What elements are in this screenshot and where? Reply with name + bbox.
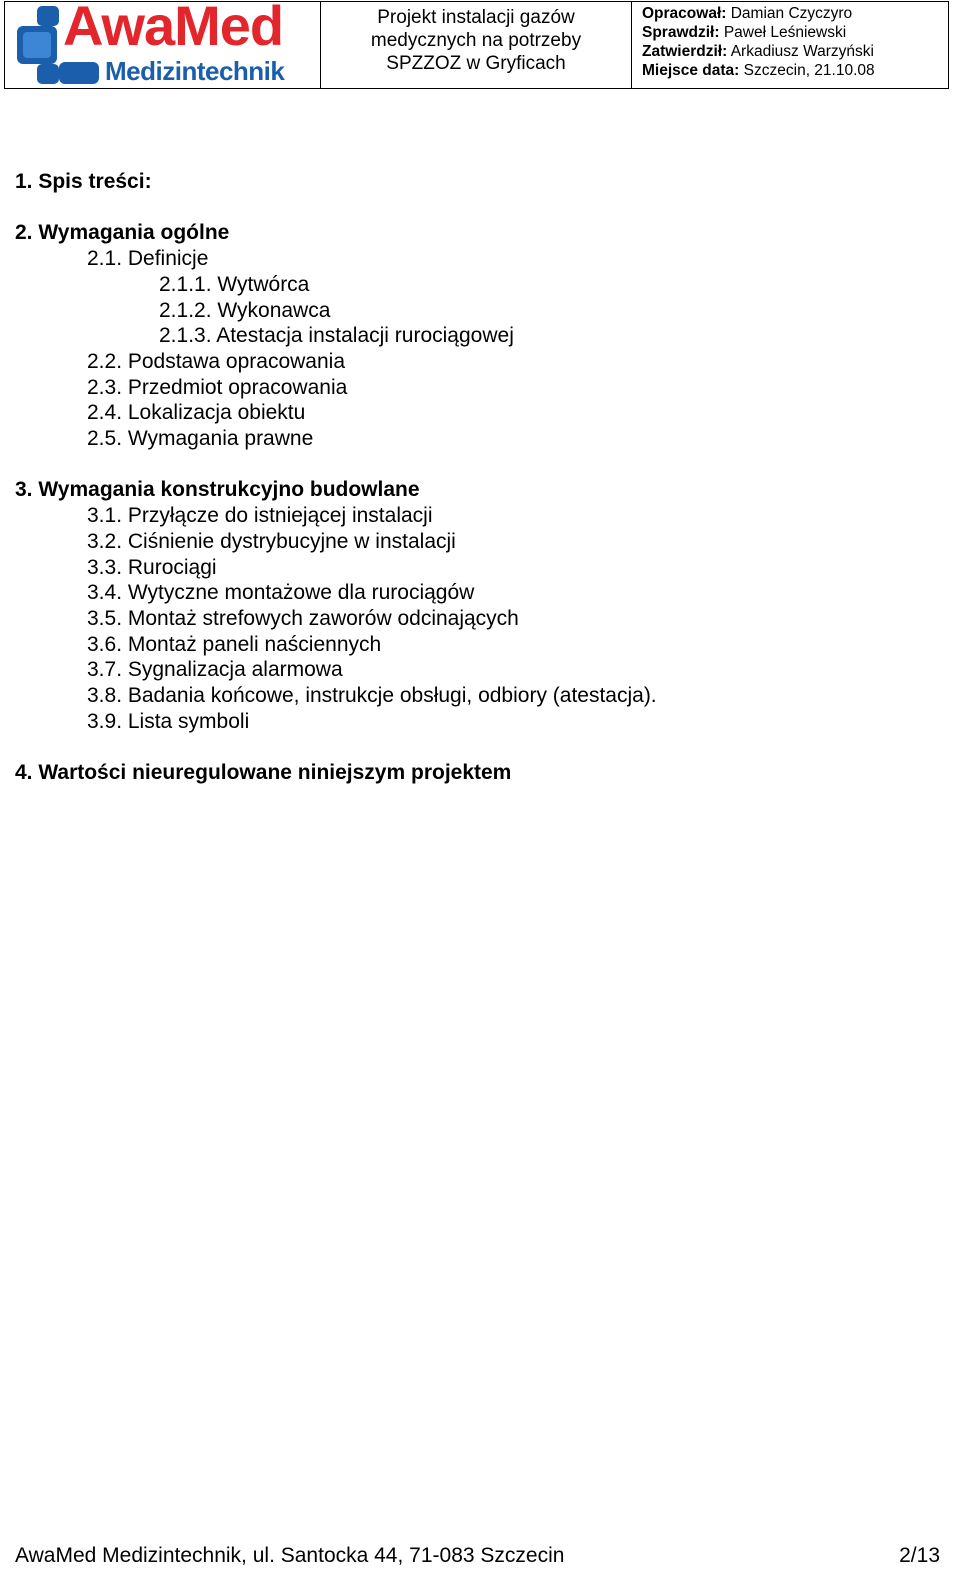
- toc-spacer: [15, 195, 657, 221]
- project-title: [320, 2, 631, 88]
- toc-section-heading: 1. Spis treści:: [15, 170, 152, 193]
- toc-section-heading: 4. Wartości nieuregulowane niniejszym projektem: [15, 761, 512, 785]
- page-number: 2/13: [899, 1544, 940, 1567]
- toc-entry: 3.3. Rurociągi: [87, 555, 217, 579]
- table-of-contents: [15, 169, 657, 786]
- document-meta: [631, 2, 948, 88]
- toc-entry: 3.9. Lista symboli: [87, 709, 250, 733]
- meta-label: Zatwierdził:: [642, 43, 728, 60]
- toc-section-heading: 2. Wymagania ogólne: [15, 221, 230, 245]
- toc-entry: 2.1.1. Wytwórca: [159, 272, 310, 296]
- page-footer: [15, 1544, 940, 1568]
- toc-spacer: [15, 452, 657, 478]
- page-header: [4, 1, 949, 89]
- toc-entry: 2.1.3. Atestacja instalacji rurociągowej: [159, 324, 514, 348]
- logo-sub-text: Medizintechnik: [105, 56, 285, 86]
- toc-entry: 3.1. Przyłącze do istniejącej instalacji: [87, 504, 433, 528]
- meta-place-date: [642, 61, 948, 80]
- project-title-line: Projekt instalacji gazów: [377, 7, 575, 28]
- toc-entry: 3.4. Wytyczne montażowe dla rurociągów: [87, 581, 475, 605]
- toc-section-heading: 3. Wymagania konstrukcyjno budowlane: [15, 478, 420, 502]
- meta-label: Opracował:: [642, 5, 727, 22]
- toc-entry: 2.2. Podstawa opracowania: [87, 349, 345, 373]
- toc-entry: 2.5. Wymagania prawne: [87, 427, 314, 451]
- project-title-line: SPZZOZ w Gryficach: [386, 53, 566, 74]
- meta-label: Miejsce data:: [642, 62, 740, 79]
- toc-entry: 2.3. Przedmiot opracowania: [87, 375, 348, 399]
- toc-entry: 2.1.2. Wykonawca: [159, 298, 331, 322]
- toc-entry: 3.5. Montaż strefowych zaworów odcinających: [87, 606, 519, 630]
- meta-value: Arkadiusz Warzyński: [727, 43, 874, 60]
- company-logo: [5, 2, 320, 88]
- meta-value: Szczecin, 21.10.08: [739, 62, 875, 79]
- project-title-line: medycznych na potrzeby: [370, 30, 582, 51]
- logo-brand-text: AwaMed: [63, 2, 284, 57]
- meta-value: Damian Czyczyro: [726, 5, 853, 22]
- meta-label: Sprawdził:: [642, 24, 720, 41]
- toc-entry: 3.2. Ciśnienie dystrybucyjne w instalacji: [87, 529, 456, 553]
- meta-value: Paweł Leśniewski: [719, 24, 847, 41]
- toc-entry: 3.8. Badania końcowe, instrukcje obsługi, odbiory (atestacja).: [87, 684, 657, 708]
- toc-entry: 3.6. Montaż paneli naściennych: [87, 632, 382, 656]
- meta-prepared-by: [642, 4, 948, 23]
- footer-address: AwaMed Medizintechnik, ul. Santocka 44, 71-083 Szczecin: [15, 1544, 565, 1567]
- toc-entry: 2.1. Definicje: [87, 247, 209, 271]
- meta-checked-by: [642, 23, 948, 42]
- toc-spacer: [15, 734, 657, 760]
- toc-entry: 2.4. Lokalizacja obiektu: [87, 401, 306, 425]
- toc-entry: 3.7. Sygnalizacja alarmowa: [87, 658, 343, 682]
- meta-approved-by: [642, 42, 948, 61]
